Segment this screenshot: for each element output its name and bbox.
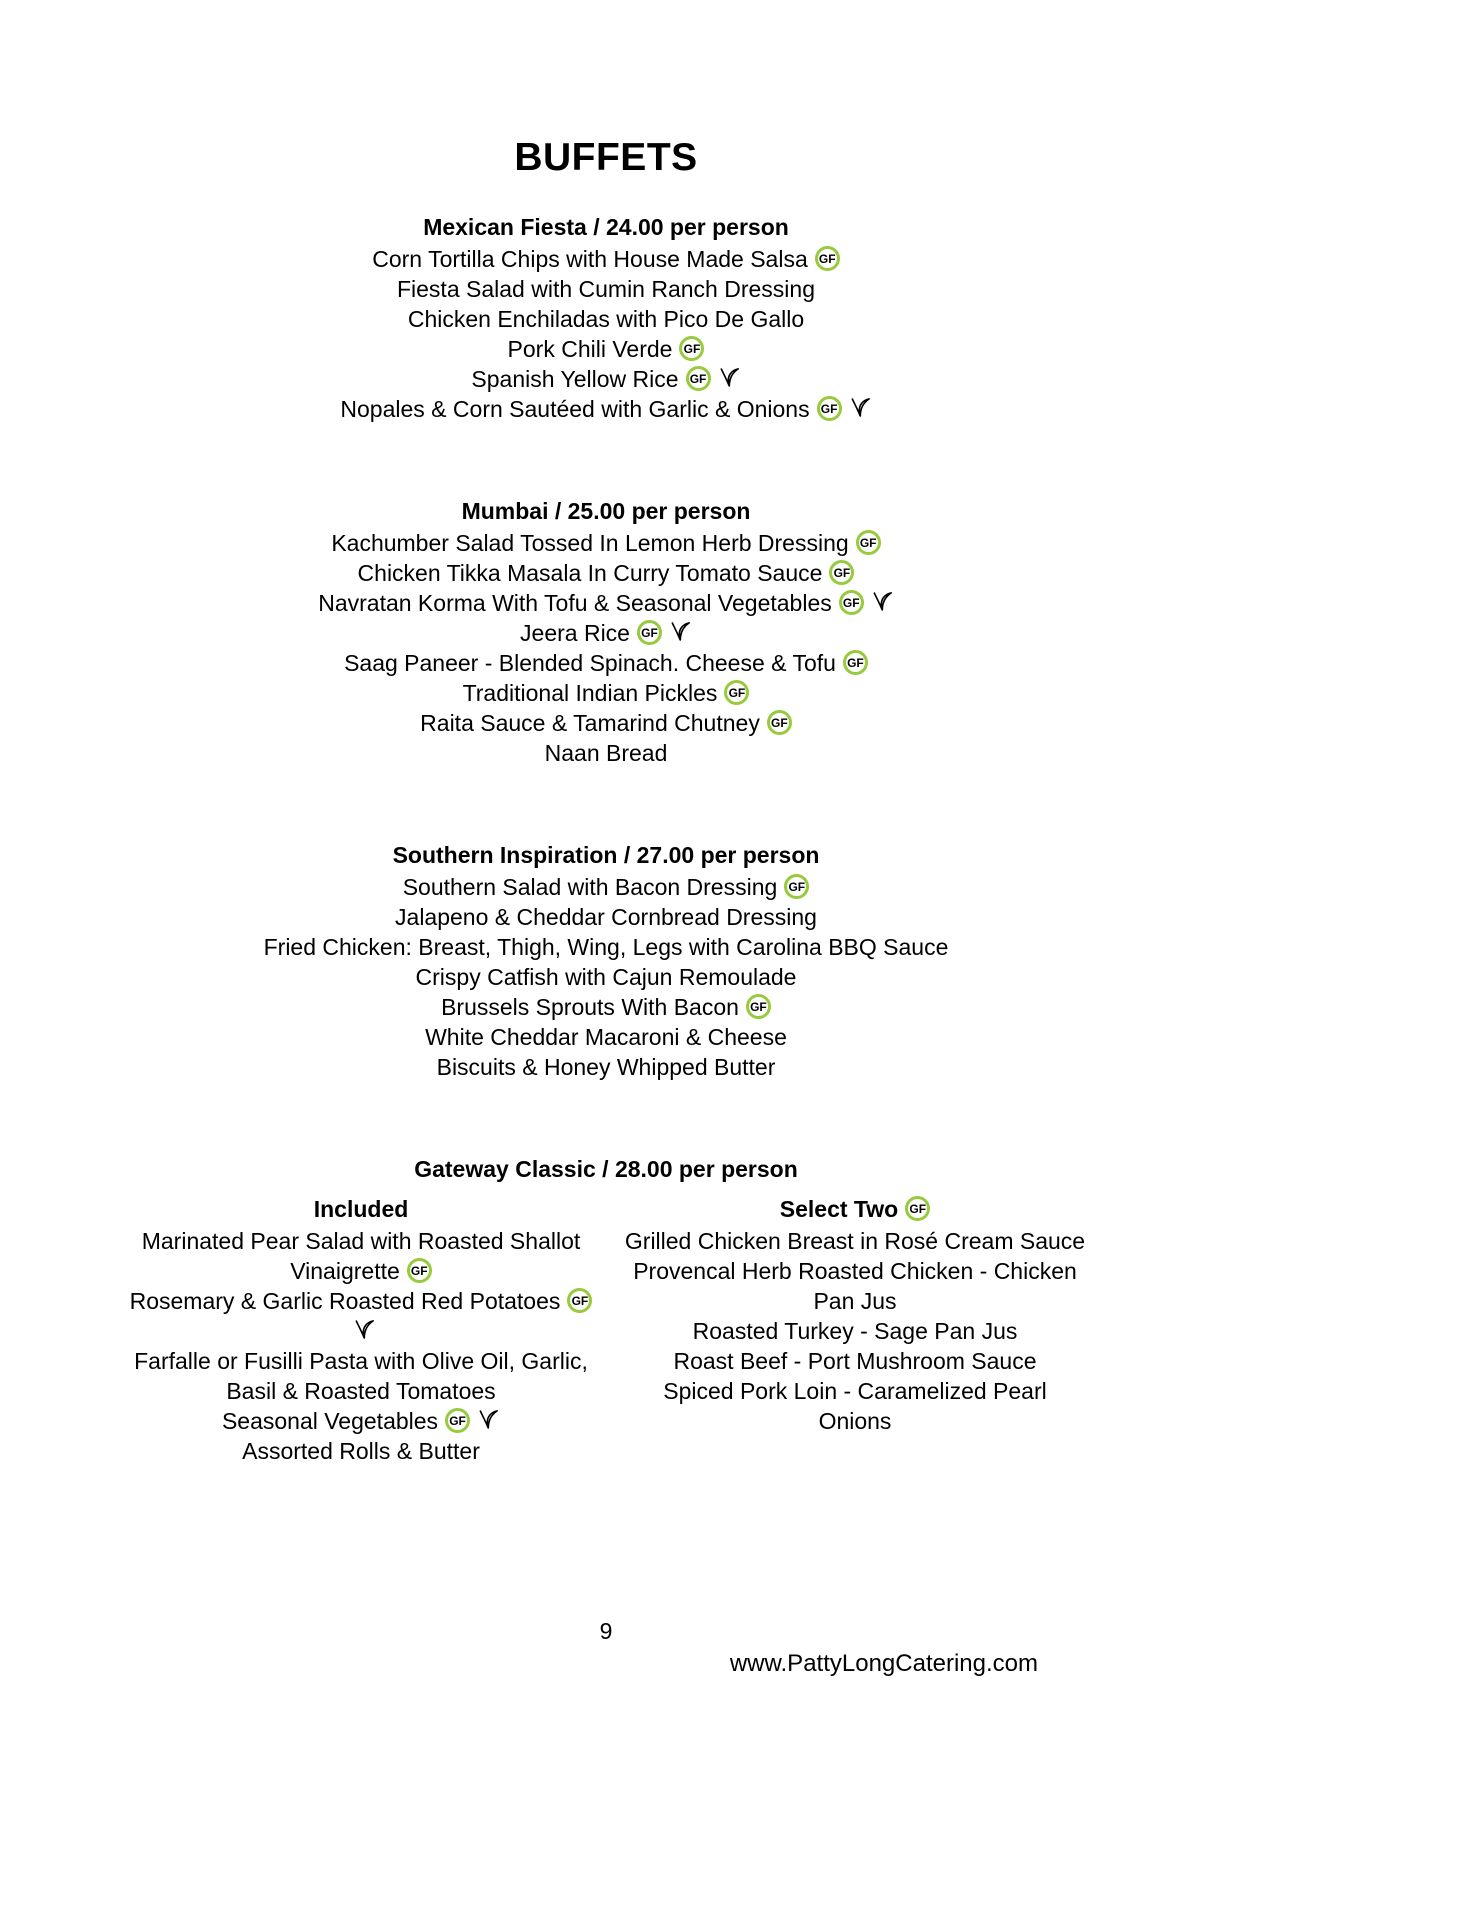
menu-item-text: Pork Chili Verde — [507, 336, 673, 362]
menu-item — [126, 1286, 596, 1346]
menu-item-text: Nopales & Corn Sautéed with Garlic & Onions — [340, 396, 810, 422]
gluten-free-icon: GF — [407, 1258, 432, 1283]
menu-item-text: Roasted Turkey - Sage Pan Jus — [692, 1318, 1018, 1344]
menu-item-text: Jeera Rice — [520, 620, 630, 646]
menu-item-text: Spanish Yellow Rice — [471, 366, 679, 392]
vegan-leaf-icon — [871, 590, 894, 613]
menu-item-text: Saag Paneer - Blended Spinach. Cheese & Tofu — [344, 650, 836, 676]
menu-item-text: Grilled Chicken Breast in Rosé Cream Sauce — [624, 1228, 1086, 1254]
menu-item-text: Seasonal Vegetables — [221, 1408, 439, 1434]
vegan-leaf-icon — [477, 1408, 500, 1431]
menu-item — [126, 1052, 1086, 1082]
menu-item — [624, 1226, 1086, 1256]
select-two-item-list — [624, 1226, 1086, 1436]
section-mumbai — [126, 496, 1086, 768]
menu-item-text: Fried Chicken: Breast, Thigh, Wing, Legs with Carolina BBQ Sauce — [263, 934, 949, 960]
menu-item — [126, 528, 1086, 558]
menu-item — [126, 334, 1086, 364]
gluten-free-icon: GF — [724, 680, 749, 705]
page-title: BUFFETS — [514, 136, 698, 179]
menu-item-text: Southern Salad with Bacon Dressing — [402, 874, 778, 900]
menu-item-text: Raita Sauce & Tamarind Chutney — [420, 710, 760, 736]
vegan-leaf-icon — [849, 396, 872, 419]
gateway-columns — [126, 1190, 1086, 1466]
section-heading: Mumbai / 25.00 per person — [461, 498, 751, 524]
menu-item-text: Provencal Herb Roasted Chicken - Chicken Pan Jus — [633, 1258, 1077, 1314]
vegan-leaf-icon — [353, 1318, 376, 1341]
section-item-list — [126, 528, 1086, 768]
menu-item-text: Crispy Catfish with Cajun Remoulade — [415, 964, 797, 990]
included-item-list — [126, 1226, 596, 1466]
section-heading: Gateway Classic / 28.00 per person — [414, 1156, 798, 1182]
menu-item-text: Assorted Rolls & Butter — [242, 1438, 480, 1464]
gluten-free-icon: GF — [784, 874, 809, 899]
gluten-free-icon: GF — [567, 1288, 592, 1313]
menu-content — [126, 0, 1086, 1680]
website-url: www.PattyLongCatering.com — [729, 1650, 1038, 1677]
menu-item — [126, 992, 1086, 1022]
gluten-free-icon: GF — [686, 366, 711, 391]
menu-item — [126, 274, 1086, 304]
vegan-leaf-icon — [669, 620, 692, 643]
menu-item — [126, 558, 1086, 588]
gateway-select-two-column — [606, 1190, 1086, 1466]
gluten-free-icon: GF — [746, 994, 771, 1019]
section-heading: Mexican Fiesta / 24.00 per person — [423, 214, 789, 240]
menu-item-text: Navratan Korma With Tofu & Seasonal Vegetables — [318, 590, 832, 616]
menu-item — [624, 1376, 1086, 1436]
menu-item — [126, 872, 1086, 902]
menu-item — [126, 1346, 596, 1406]
menu-item — [126, 1406, 596, 1436]
menu-item-text: Corn Tortilla Chips with House Made Salsa — [372, 246, 808, 272]
menu-item-text: Roast Beef - Port Mushroom Sauce — [673, 1348, 1037, 1374]
gluten-free-icon: GF — [843, 650, 868, 675]
section-gateway-classic — [126, 1154, 1086, 1466]
menu-item-text: Chicken Tikka Masala In Curry Tomato Sauce — [357, 560, 823, 586]
menu-item-text: Naan Bread — [544, 740, 668, 766]
menu-item-text: Farfalle or Fusilli Pasta with Olive Oil, Garlic, Basil & Roasted Tomatoes — [134, 1348, 588, 1404]
menu-item — [126, 364, 1086, 394]
included-heading-label: Included — [313, 1196, 409, 1222]
section-southern-inspiration — [126, 840, 1086, 1082]
menu-item — [126, 738, 1086, 768]
gluten-free-icon: GF — [829, 560, 854, 585]
gluten-free-icon: GF — [767, 710, 792, 735]
menu-item — [624, 1346, 1086, 1376]
gluten-free-icon: GF — [679, 336, 704, 361]
menu-item — [126, 1436, 596, 1466]
select-two-heading — [624, 1194, 1086, 1224]
gateway-included-column — [126, 1190, 606, 1466]
section-item-list — [126, 872, 1086, 1082]
gluten-free-icon: GF — [815, 246, 840, 271]
menu-item — [126, 678, 1086, 708]
gluten-free-icon: GF — [905, 1196, 930, 1221]
gluten-free-icon: GF — [839, 590, 864, 615]
menu-item-text: Marinated Pear Salad with Roasted Shallot Vinaigrette — [141, 1228, 581, 1284]
page-footer — [126, 1616, 1086, 1680]
menu-item — [126, 394, 1086, 424]
menu-item — [126, 902, 1086, 932]
menu-item-text: Rosemary & Garlic Roasted Red Potatoes — [129, 1288, 561, 1314]
menu-item — [126, 932, 1086, 962]
gluten-free-icon: GF — [445, 1408, 470, 1433]
menu-item — [624, 1256, 1086, 1316]
menu-item — [126, 304, 1086, 334]
gluten-free-icon: GF — [637, 620, 662, 645]
menu-item — [126, 962, 1086, 992]
select-two-heading-label: Select Two — [779, 1196, 899, 1222]
menu-item — [126, 1022, 1086, 1052]
menu-item — [126, 618, 1086, 648]
menu-item-text: Traditional Indian Pickles — [462, 680, 718, 706]
section-item-list — [126, 244, 1086, 424]
menu-item — [126, 1226, 596, 1286]
section-mexican-fiesta — [126, 212, 1086, 424]
menu-item — [126, 588, 1086, 618]
menu-item — [126, 648, 1086, 678]
menu-item-text: Fiesta Salad with Cumin Ranch Dressing — [396, 276, 815, 302]
menu-item — [624, 1316, 1086, 1346]
menu-item-text: Kachumber Salad Tossed In Lemon Herb Dressing — [331, 530, 849, 556]
menu-item-text: Brussels Sprouts With Bacon — [441, 994, 739, 1020]
menu-item-text: Chicken Enchiladas with Pico De Gallo — [407, 306, 805, 332]
menu-item-text: Jalapeno & Cheddar Cornbread Dressing — [395, 904, 817, 930]
menu-item — [126, 244, 1086, 274]
vegan-leaf-icon — [718, 366, 741, 389]
page-number: 9 — [599, 1618, 613, 1644]
menu-item — [126, 708, 1086, 738]
gluten-free-icon: GF — [856, 530, 881, 555]
included-heading — [126, 1194, 596, 1224]
section-heading: Southern Inspiration / 27.00 per person — [392, 842, 820, 868]
gluten-free-icon: GF — [817, 396, 842, 421]
menu-item-text: White Cheddar Macaroni & Cheese — [425, 1024, 787, 1050]
menu-item-text: Spiced Pork Loin - Caramelized Pearl Onions — [663, 1378, 1047, 1434]
menu-item-text: Biscuits & Honey Whipped Butter — [436, 1054, 776, 1080]
